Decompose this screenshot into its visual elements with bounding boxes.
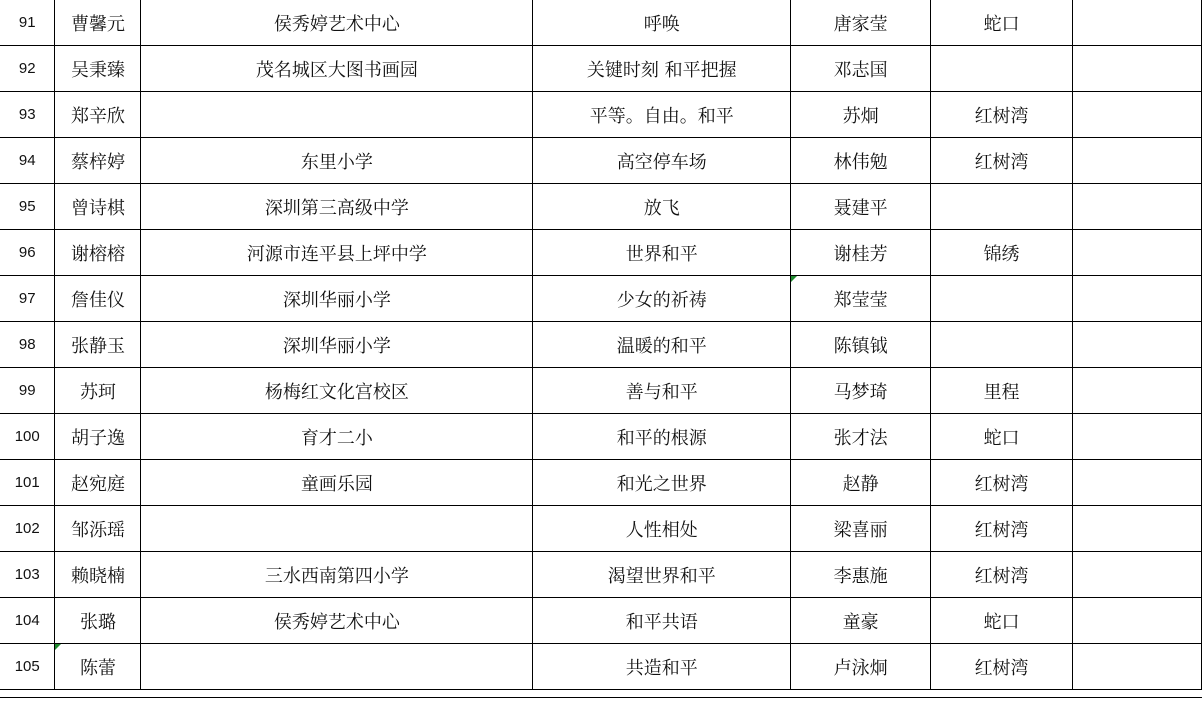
table-row <box>0 414 1202 460</box>
area-cell[interactable]: 蛇口 <box>931 0 1073 46</box>
artwork-title-cell[interactable]: 渴望世界和平 <box>533 552 791 598</box>
artwork-title-cell[interactable]: 温暖的和平 <box>533 322 791 368</box>
student-name-cell[interactable]: 吴秉臻 <box>55 46 141 92</box>
school-cell[interactable]: 东里小学 <box>141 138 533 184</box>
row-number-cell[interactable]: 102 <box>0 506 55 552</box>
student-name-cell[interactable]: 曾诗棋 <box>55 184 141 230</box>
student-name-cell[interactable]: 赵宛庭 <box>55 460 141 506</box>
school-cell[interactable]: 侯秀婷艺术中心 <box>141 598 533 644</box>
teacher-cell[interactable]: 卢泳炯 <box>791 644 931 690</box>
school-cell[interactable]: 杨梅红文化宫校区 <box>141 368 533 414</box>
area-cell[interactable]: 红树湾 <box>931 644 1073 690</box>
teacher-cell[interactable]: 聂建平 <box>791 184 931 230</box>
area-cell[interactable] <box>931 322 1073 368</box>
extra-cell[interactable] <box>1073 460 1202 506</box>
student-name-cell[interactable]: 曹馨元 <box>55 0 141 46</box>
extra-cell[interactable] <box>1073 506 1202 552</box>
area-cell[interactable]: 红树湾 <box>931 552 1073 598</box>
artwork-title-cell[interactable]: 少女的祈祷 <box>533 276 791 322</box>
area-cell[interactable] <box>931 46 1073 92</box>
student-name-cell[interactable]: 陈蕾 <box>55 644 141 690</box>
table-row <box>0 276 1202 322</box>
student-name-cell[interactable]: 詹佳仪 <box>55 276 141 322</box>
area-cell[interactable]: 红树湾 <box>931 460 1073 506</box>
extra-cell[interactable] <box>1073 368 1202 414</box>
teacher-cell[interactable]: 谢桂芳 <box>791 230 931 276</box>
school-cell[interactable]: 侯秀婷艺术中心 <box>141 0 533 46</box>
school-cell[interactable] <box>141 644 533 690</box>
teacher-cell[interactable]: 梁喜丽 <box>791 506 931 552</box>
artwork-title-cell[interactable]: 人性相处 <box>533 506 791 552</box>
area-cell[interactable]: 红树湾 <box>931 92 1073 138</box>
row-number-cell[interactable]: 101 <box>0 460 55 506</box>
school-cell[interactable]: 深圳第三高级中学 <box>141 184 533 230</box>
artwork-title-cell[interactable]: 善与和平 <box>533 368 791 414</box>
student-name-cell[interactable]: 蔡梓婷 <box>55 138 141 184</box>
school-cell[interactable]: 深圳华丽小学 <box>141 322 533 368</box>
extra-cell[interactable] <box>1073 552 1202 598</box>
row-number-cell[interactable]: 92 <box>0 46 55 92</box>
table-row <box>0 184 1202 230</box>
teacher-cell[interactable]: 唐家莹 <box>791 0 931 46</box>
table-row <box>0 460 1202 506</box>
table-row <box>0 322 1202 368</box>
student-name-cell[interactable]: 张璐 <box>55 598 141 644</box>
extra-cell[interactable] <box>1073 598 1202 644</box>
next-row-edge <box>0 697 1202 703</box>
teacher-cell[interactable]: 苏炯 <box>791 92 931 138</box>
row-number-cell[interactable]: 105 <box>0 644 55 690</box>
artwork-title-cell[interactable]: 和平共语 <box>533 598 791 644</box>
area-cell[interactable]: 蛇口 <box>931 414 1073 460</box>
extra-cell[interactable] <box>1073 230 1202 276</box>
table-row <box>0 598 1202 644</box>
school-cell[interactable]: 河源市连平县上坪中学 <box>141 230 533 276</box>
extra-cell[interactable] <box>1073 138 1202 184</box>
artwork-title-cell[interactable]: 和平的根源 <box>533 414 791 460</box>
area-cell[interactable] <box>931 184 1073 230</box>
row-number-cell[interactable]: 95 <box>0 184 55 230</box>
teacher-cell[interactable]: 李惠施 <box>791 552 931 598</box>
artwork-title-cell[interactable]: 和光之世界 <box>533 460 791 506</box>
artwork-title-cell[interactable]: 高空停车场 <box>533 138 791 184</box>
extra-cell[interactable] <box>1073 46 1202 92</box>
row-number-cell[interactable]: 94 <box>0 138 55 184</box>
table-row <box>0 552 1202 598</box>
teacher-cell[interactable]: 邓志国 <box>791 46 931 92</box>
teacher-cell[interactable]: 林伟勉 <box>791 138 931 184</box>
student-name-cell[interactable]: 谢榕榕 <box>55 230 141 276</box>
row-number-cell[interactable]: 97 <box>0 276 55 322</box>
extra-cell[interactable] <box>1073 322 1202 368</box>
table-row <box>0 644 1202 690</box>
artwork-title-cell[interactable]: 共造和平 <box>533 644 791 690</box>
table-row <box>0 46 1202 92</box>
extra-cell[interactable] <box>1073 644 1202 690</box>
school-cell[interactable] <box>141 506 533 552</box>
artwork-title-cell[interactable]: 平等。自由。和平 <box>533 92 791 138</box>
area-cell[interactable]: 红树湾 <box>931 138 1073 184</box>
artwork-title-cell[interactable]: 世界和平 <box>533 230 791 276</box>
table-row <box>0 506 1202 552</box>
table-row <box>0 0 1202 46</box>
student-name-cell[interactable]: 邹泺瑶 <box>55 506 141 552</box>
row-number-cell[interactable]: 99 <box>0 368 55 414</box>
row-number-cell[interactable]: 91 <box>0 0 55 46</box>
student-name-cell[interactable]: 赖晓楠 <box>55 552 141 598</box>
row-number-cell[interactable]: 93 <box>0 92 55 138</box>
student-name-cell[interactable]: 郑辛欣 <box>55 92 141 138</box>
extra-cell[interactable] <box>1073 92 1202 138</box>
table-row <box>0 368 1202 414</box>
teacher-cell[interactable]: 张才法 <box>791 414 931 460</box>
artwork-title-cell[interactable]: 呼唤 <box>533 0 791 46</box>
row-number-cell[interactable]: 96 <box>0 230 55 276</box>
artwork-title-cell[interactable]: 关键时刻 和平把握 <box>533 46 791 92</box>
teacher-cell[interactable]: 童豪 <box>791 598 931 644</box>
teacher-cell[interactable]: 郑莹莹 <box>791 276 931 322</box>
school-cell[interactable]: 深圳华丽小学 <box>141 276 533 322</box>
table-row <box>0 138 1202 184</box>
row-number-cell[interactable]: 104 <box>0 598 55 644</box>
teacher-cell[interactable]: 陈镇钺 <box>791 322 931 368</box>
area-cell[interactable]: 锦绣 <box>931 230 1073 276</box>
row-number-cell[interactable]: 98 <box>0 322 55 368</box>
area-cell[interactable] <box>931 276 1073 322</box>
table-row <box>0 92 1202 138</box>
school-cell[interactable] <box>141 92 533 138</box>
school-cell[interactable]: 三水西南第四小学 <box>141 552 533 598</box>
student-name-cell[interactable]: 苏珂 <box>55 368 141 414</box>
artwork-title-cell[interactable]: 放飞 <box>533 184 791 230</box>
extra-cell[interactable] <box>1073 276 1202 322</box>
teacher-cell[interactable]: 赵静 <box>791 460 931 506</box>
teacher-cell[interactable]: 马梦琦 <box>791 368 931 414</box>
row-number-cell[interactable]: 100 <box>0 414 55 460</box>
area-cell[interactable]: 红树湾 <box>931 506 1073 552</box>
area-cell[interactable]: 蛇口 <box>931 598 1073 644</box>
extra-cell[interactable] <box>1073 0 1202 46</box>
area-cell[interactable]: 里程 <box>931 368 1073 414</box>
extra-cell[interactable] <box>1073 184 1202 230</box>
school-cell[interactable]: 童画乐园 <box>141 460 533 506</box>
row-number-cell[interactable]: 103 <box>0 552 55 598</box>
student-name-cell[interactable]: 张静玉 <box>55 322 141 368</box>
student-name-cell[interactable]: 胡子逸 <box>55 414 141 460</box>
school-cell[interactable]: 育才二小 <box>141 414 533 460</box>
school-cell[interactable]: 茂名城区大图书画园 <box>141 46 533 92</box>
table-row <box>0 230 1202 276</box>
extra-cell[interactable] <box>1073 414 1202 460</box>
